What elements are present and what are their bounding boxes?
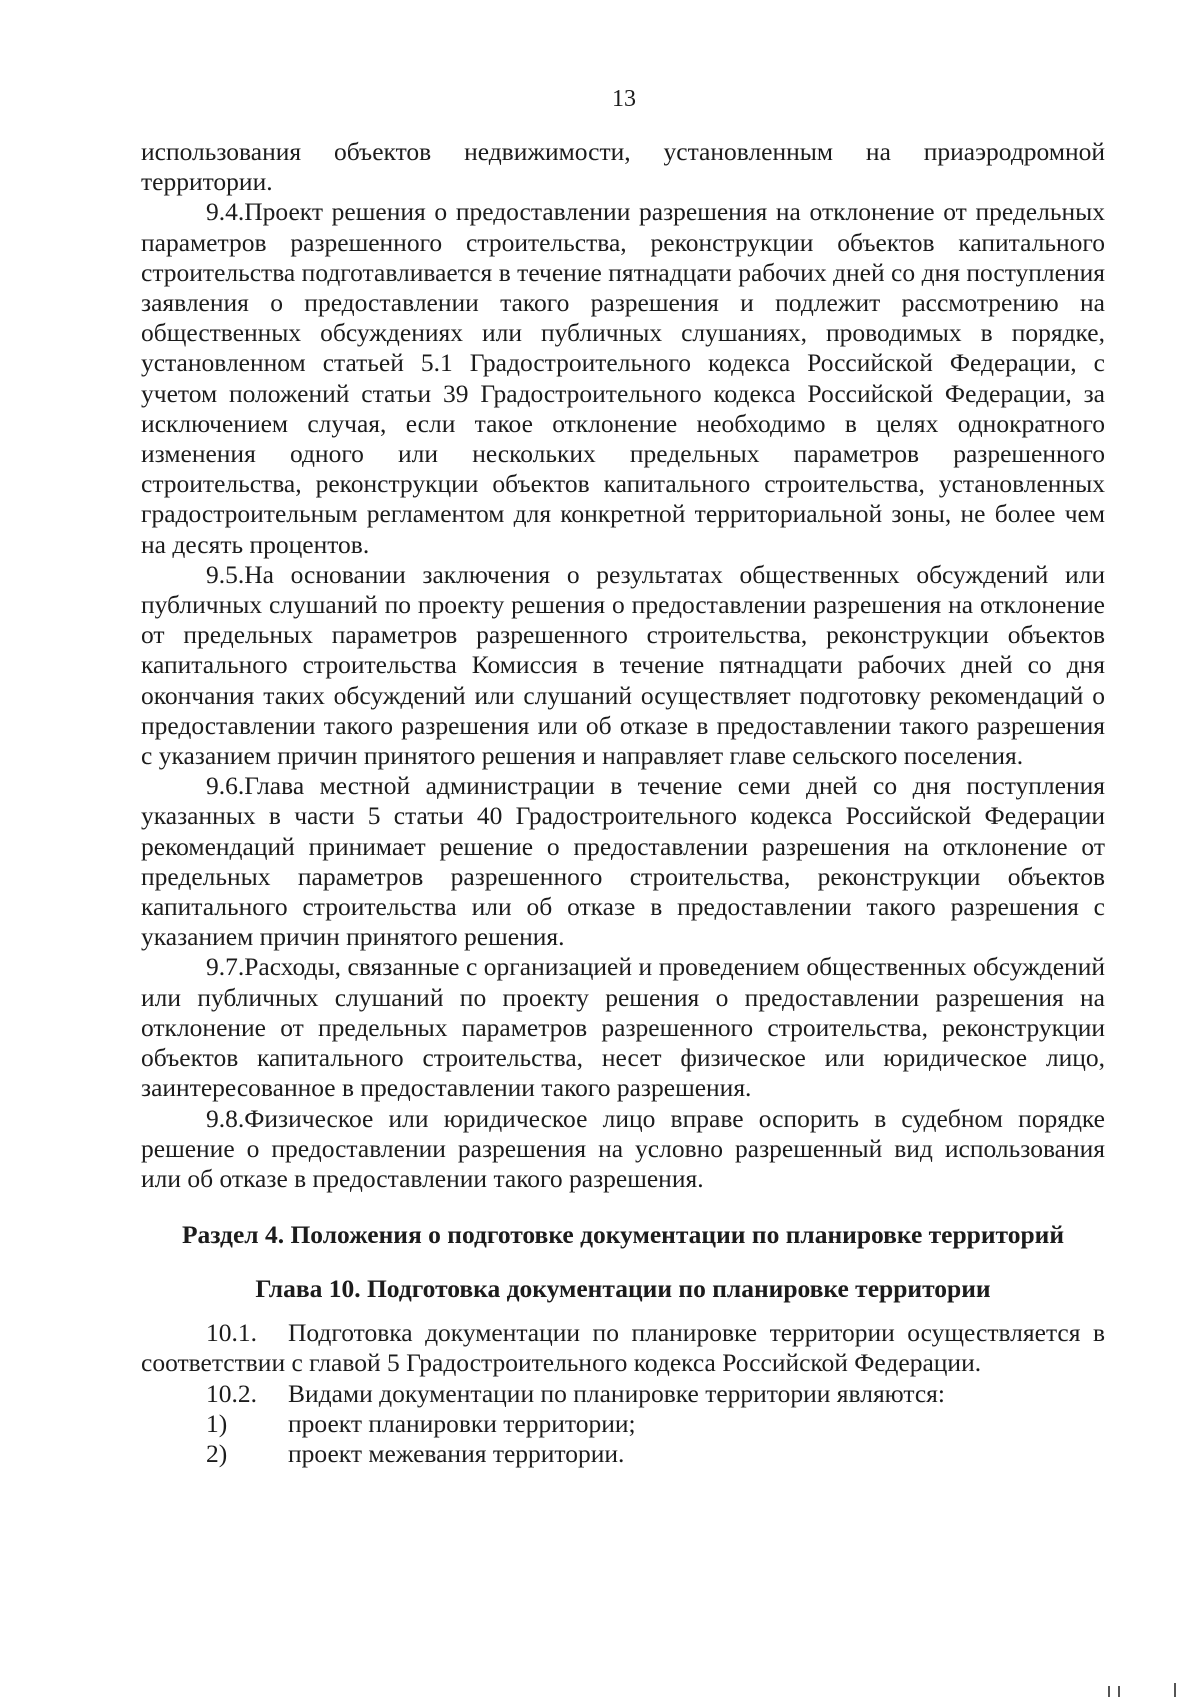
paragraph-9-4: 9.4.Проект решения о предоставлении разрешения на отклонение от предельных параметров разрешенного строительства, реконструкции объектов капитального строительства подготавливается в течение пятнадцати рабочих дней со дня поступления заявления о предоставлении такого разрешения и подлежит рассмотрению на общественных обсуждениях или публичных слушаниях, проводимых в порядке, установленном статьей 5.1 Градостроительного кодекса Российской Федерации, с учетом положений статьи 39 Градостроительного кодекса Российской Федерации, за исключением случая, если такое отклонение необходимо в целях однократного изменения одного или нескольких предельных параметров разрешенного строительства, реконструкции объектов капитального строительства, установленных градостроительным регламентом для конкретной территориальной зоны, не более чем на десять процентов. xyxy=(141,197,1105,559)
clause-10-1 xyxy=(141,1318,1105,1378)
clause-text: Видами документации по планировке территории являются: xyxy=(288,1378,945,1408)
page-number: 13 xyxy=(612,86,636,112)
clause-10-2 xyxy=(141,1379,1105,1409)
document-body xyxy=(141,137,1105,1469)
paragraph-9-5: 9.5.На основании заключения о результатах общественных обсуждений или публичных слушаний по проекту решения о предоставлении разрешения на отклонение от предельных параметров разрешенного строительства, реконструкции объектов капитального строительства Комиссия в течение пятнадцати рабочих дней со дня окончания таких обсуждений или слушаний осуществляет подготовку рекомендаций о предоставлении такого разрешения или об отказе в предоставлении такого разрешения с указанием причин принятого решения и направляет главе сельского поселения. xyxy=(141,559,1105,771)
scan-artifact xyxy=(1108,1686,1110,1697)
list-item-text: проект планировки территории; xyxy=(288,1408,636,1438)
clause-text: Подготовка документации по планировке территории осуществляется в соответствии с главой 5 Градостроительного кодекса Российской Федерации. xyxy=(141,1318,1105,1378)
scan-artifact xyxy=(1118,1686,1120,1697)
paragraph-9-8: 9.8.Физическое или юридическое лицо вправе оспорить в судебном порядке решение о предоставлении разрешения на условно разрешенный вид использования или об отказе в предоставлении такого разрешения. xyxy=(141,1103,1105,1193)
list-item-number: 2) xyxy=(206,1438,228,1468)
clause-number: 10.2. xyxy=(206,1378,257,1408)
section-heading: Раздел 4. Положения о подготовке документации по планировке территорий xyxy=(181,1220,1065,1250)
list-item-number: 1) xyxy=(206,1408,228,1438)
list-item-text: проект межевания территории. xyxy=(288,1438,625,1468)
scan-artifact xyxy=(1174,1683,1176,1697)
paragraph-9-6: 9.6.Глава местной администрации в течение семи дней со дня поступления указанных в части 5 статьи 40 Градостроительного кодекса Российской Федерации рекомендаций принимает решение о предоставлении разрешения на отклонение от предельных параметров разрешенного строительства, реконструкции объектов капитального строительства или об отказе в предоставлении такого разрешения с указанием причин принятого решения. xyxy=(141,771,1105,952)
list-item xyxy=(141,1439,1105,1469)
clause-number: 10.1. xyxy=(206,1318,257,1348)
list-item xyxy=(141,1409,1105,1439)
paragraph-9-7: 9.7.Расходы, связанные с организацией и проведением общественных обсуждений или публичных слушаний по проекту решения о предоставлении разрешения на отклонение от предельных параметров разрешенного строительства, реконструкции объектов капитального строительства, несет физическое или юридическое лицо, заинтересованное в предоставлении такого разрешения. xyxy=(141,952,1105,1103)
chapter-heading: Глава 10. Подготовка документации по планировке территории xyxy=(255,1274,991,1304)
paragraph-continuation: использования объектов недвижимости, установленным на приаэродромной территории. xyxy=(141,137,1105,197)
